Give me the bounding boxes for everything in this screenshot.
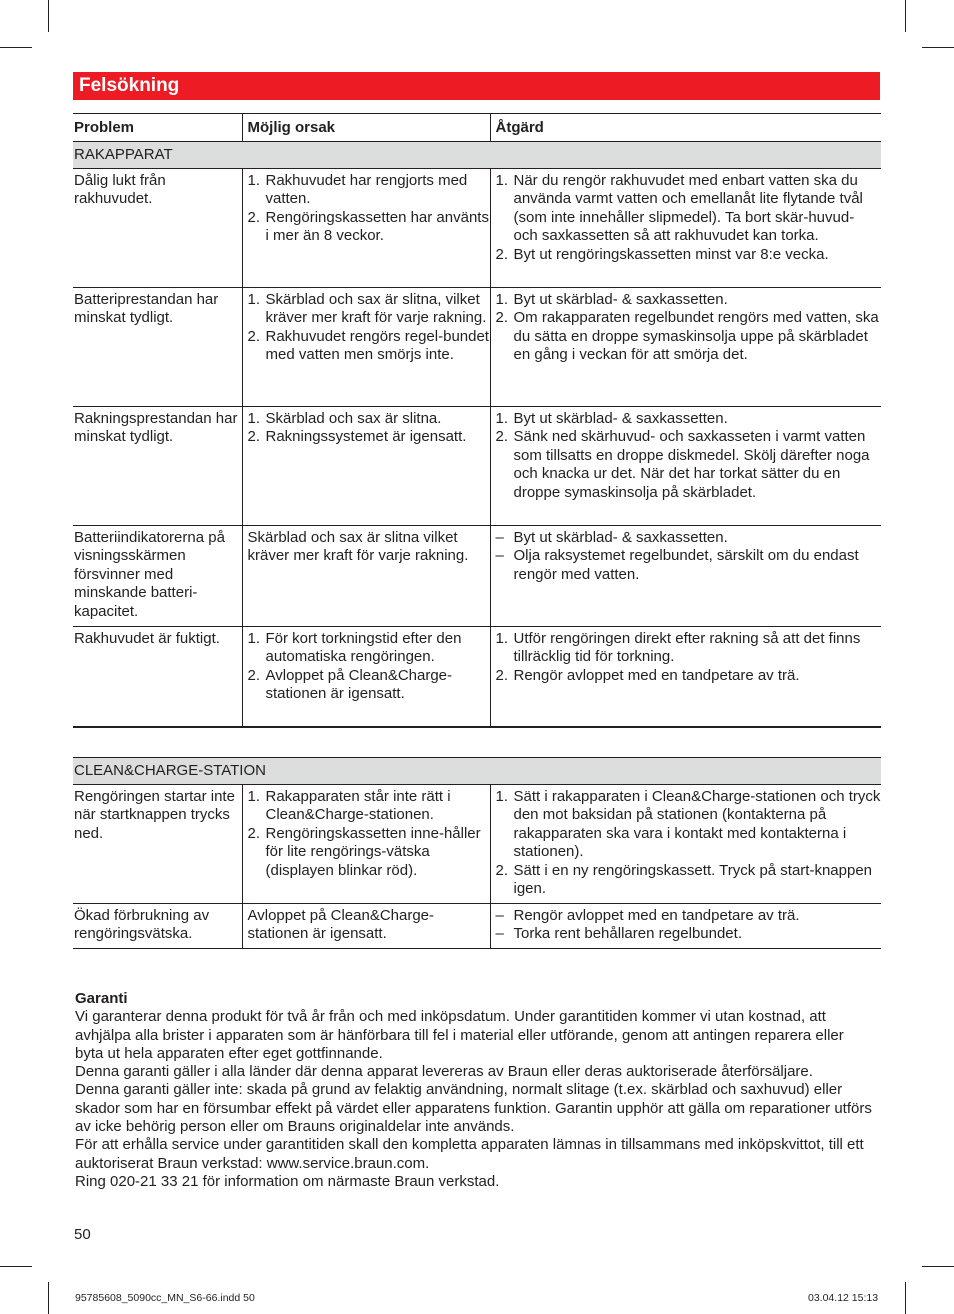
problem-cell: Dålig lukt från rakhuvudet. [73,169,242,288]
table-row [73,169,881,288]
list-item: – Torka rent behållaren regelbundet. [495,925,742,943]
action-cell [490,627,881,727]
table-row [73,288,881,407]
list-item: 1. Skärblad och sax är slitna, vilket kräver mer kraft för varje rakning. [247,291,487,327]
action-cell [490,169,881,288]
table-row [73,785,881,904]
action-cell [490,526,881,627]
list-item: 2. Avloppet på Clean&Charge-stationen är igensatt. [247,666,453,703]
cause-cell: Avloppet på Clean&Charge-stationen är igensatt. [242,904,490,949]
troubleshooting-table-station [73,757,881,949]
action-cell [490,288,881,407]
list-item: 2. Sätt i en ny rengöringskassett. Tryck på start-knappen igen. [495,861,873,898]
section-row-shaver [73,142,881,169]
list-item: 1. Rakapparaten står inte rätt i Clean&Charge-stationen. [247,788,451,824]
table-header-row [73,114,881,142]
list-item: 1. Rakhuvudet har rengjorts med vatten. [247,172,468,208]
list-item: – Olja raksystemet regelbundet, särskilt om du endast rengör med vatten. [495,547,859,583]
problem-cell: Rakningsprestandan har minskat tydligt. [73,407,242,526]
problem-cell: Batteriprestandan har minskat tydligt. [73,288,242,407]
section-title: CLEAN&CHARGE-STATION [73,758,881,785]
cause-cell [242,288,490,407]
list-item: 2. Rengöringskassetten har använts i mer än 8 veckor. [247,208,489,245]
column-header-problem: Problem [73,114,242,142]
list-item: 1. Skärblad och sax är slitna. [247,410,442,427]
warranty-paragraph: Denna garanti gäller inte: skada på grund av felaktig användning, normalt slitage (t.ex. skärblad och saxhuvud) eller skador som har en försumbar effekt på värdet eller apparatens funktion. Garantin upphör att gälla om reparationer utförs av icke behörig person eller om Brauns originaldelar inte används. [75,1081,872,1136]
problem-cell: Batteriindikatorerna på visningsskärmen försvinner med minskande batteri-kapacitet. [73,526,242,627]
cause-cell [242,169,490,288]
list-item: 2. Byt ut rengöringskassetten minst var 8:e vecka. [495,245,829,263]
warranty-section [75,990,875,1191]
action-cell [490,407,881,526]
list-item: 1. När du rengör rakhuvudet med enbart vatten ska du använda varmt vatten och emellanåt lite flytande tvål (som inte innehåller slipmedel). Ta bort skär-huvud- och saxkassetten så att rakhuvudet kan torka. [495,172,863,245]
cause-cell [242,627,490,727]
list-item: 2. Sänk ned skärhuvud- och saxkasseten i varmt vatten som tillsatts en droppe diskmedel. Skölj därefter noga och knacka ur det. När det har torkat sätter du en droppe symaskinsolja på skärbladet. [495,428,870,501]
list-item: 1. För kort torkningstid efter den automatiska rengöringen. [247,630,462,666]
list-item: 2. Om rakapparaten regelbundet rengörs med vatten, ska du sätta en droppe symaskinsolja uppe på skärbladet en gång i veckan för att smörja det. [495,309,879,364]
troubleshooting-table-shaver [73,113,881,728]
crop-mark [48,1282,49,1314]
crop-mark [922,1266,954,1267]
list-item: 1. Byt ut skärblad- & saxkassetten. [495,410,728,427]
action-cell [490,904,881,949]
problem-cell: Rengöringen startar inte när startknappen trycks ned. [73,785,242,904]
warranty-paragraph: Denna garanti gäller i alla länder där denna apparat levereras av Braun eller deras auktoriserade återförsäljare. [75,1063,813,1081]
list-item: 2. Rakningssystemet är igensatt. [247,428,467,446]
problem-cell: Rakhuvudet är fuktigt. [73,627,242,727]
list-item: 2. Rakhuvudet rengörs regel-bundet med vatten men smörjs inte. [247,327,489,364]
section-header: Felsökning [73,72,880,100]
list-item: – Rengör avloppet med en tandpetare av trä. [495,907,800,924]
warranty-heading: Garanti [75,990,128,1007]
table-row [73,526,881,627]
list-item: 1. Utför rengöringen direkt efter rakning så att det finns tillräcklig tid för torkning. [495,630,861,666]
crop-mark [0,47,32,48]
list-item: 2. Rengör avloppet med en tandpetare av trä. [495,666,800,684]
cause-cell [242,785,490,904]
section-title: RAKAPPARAT [73,142,881,169]
crop-mark [905,0,906,32]
table-row [73,904,881,949]
crop-mark [48,0,49,32]
action-cell [490,785,881,904]
page-number: 50 [74,1226,91,1243]
crop-mark [922,47,954,48]
crop-mark [0,1266,32,1267]
cause-cell [242,407,490,526]
slug-filename: 95785608_5090cc_MN_S6-66.indd 50 [75,1292,255,1304]
problem-cell: Ökad förbrukning av rengöringsvätska. [73,904,242,949]
column-header-action: Åtgärd [490,114,881,142]
column-header-cause: Möjlig orsak [242,114,490,142]
table-row [73,627,881,727]
warranty-paragraph: För att erhålla service under garantitiden skall den kompletta apparaten lämnas in tillsammans med inköpskvittot, till ett auktoriserat Braun verkstad: www.service.braun.com. [75,1136,864,1172]
section-row-station [73,758,881,785]
warranty-paragraph: Vi garanterar denna produkt för två år från och med inköpsdatum. Under garantitiden kommer vi utan kostnad, att avhjälpa alla brister i apparaten som är hänförbara till fel i material eller utförande, genom att antingen reparera eller byta ut hela apparaten efter eget gottfinnande. [75,1008,844,1062]
list-item: 1. Byt ut skärblad- & saxkassetten. [495,291,728,308]
list-item: 1. Sätt i rakapparaten i Clean&Charge-stationen och tryck den mot baksidan på stationen (kontakterna på rakapparaten ska vara i kontakt med kontakterna i stationen). [495,788,881,861]
cause-cell: Skärblad och sax är slitna vilket kräver mer kraft för varje rakning. [242,526,490,627]
list-item: – Byt ut skärblad- & saxkassetten. [495,529,728,546]
crop-mark [905,1282,906,1314]
slug-date: 03.04.12 15:13 [808,1292,879,1304]
warranty-paragraph: Ring 020-21 33 21 för information om närmaste Braun verkstad. [75,1172,500,1190]
table-row [73,407,881,526]
list-item: 2. Rengöringskassetten inne-håller för lite rengörings-vätska (displayen blinkar röd). [247,824,481,879]
